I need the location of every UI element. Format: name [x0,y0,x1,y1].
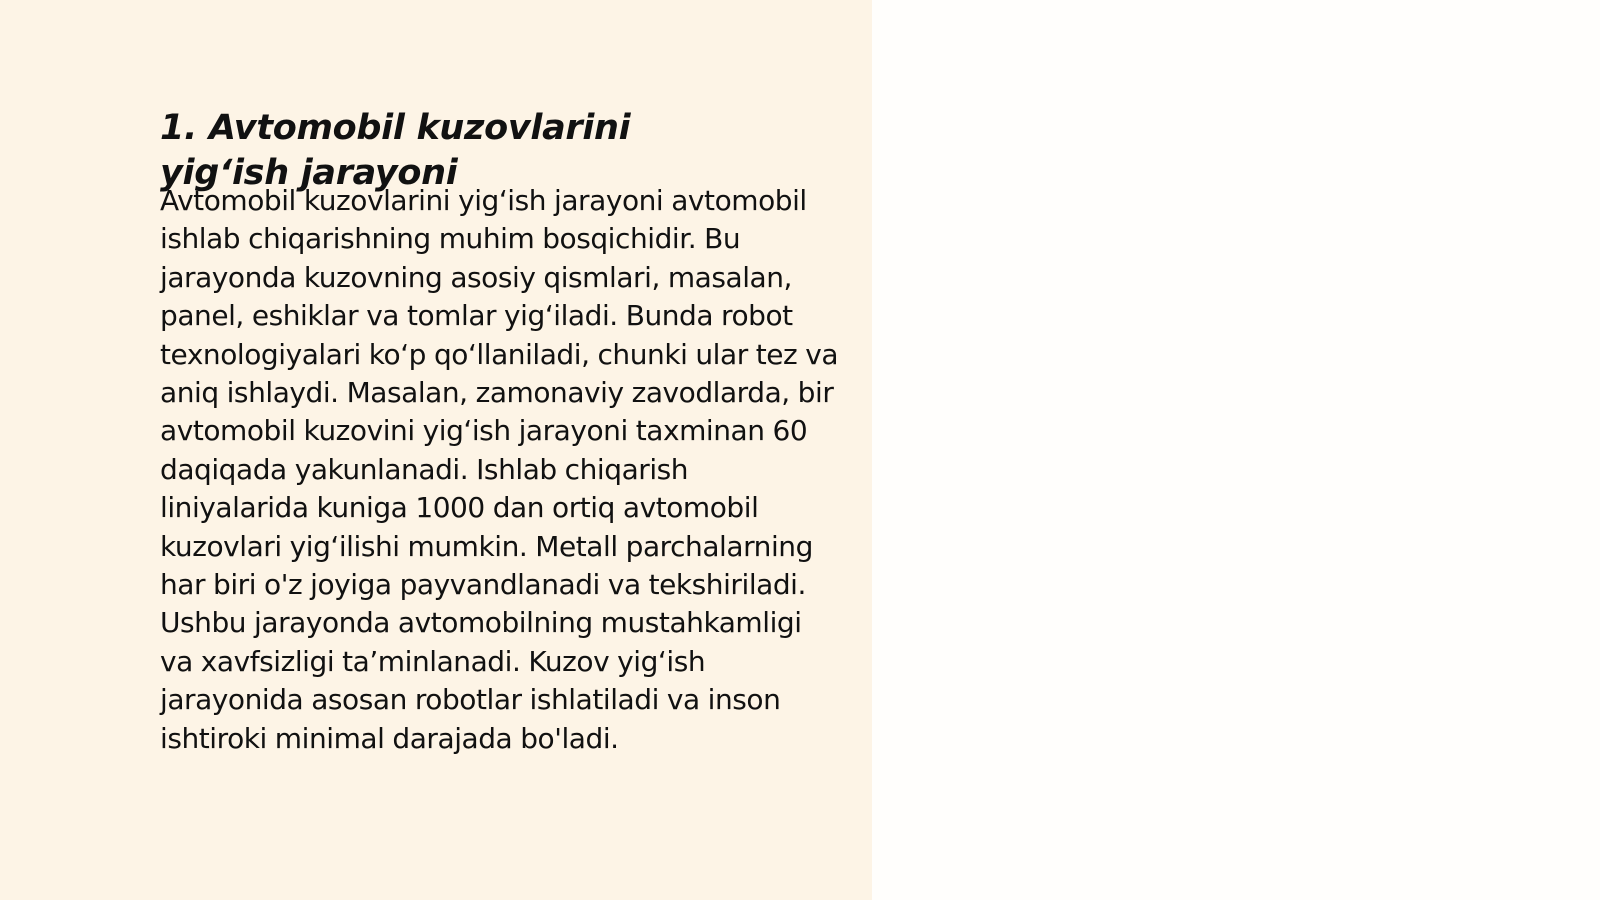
section-content [160,106,840,758]
blank-panel [872,0,1600,900]
section-title: 1. Avtomobil kuzovlarini yig‘ish jarayoni [160,108,631,193]
section-body: Avtomobil kuzovlarini yig‘ish jarayoni avtomobil ishlab chiqarishning muhim bosqichidir. Bu jarayonda kuzovning asosiy qismlari, masalan, panel, eshiklar va tomlar yig‘iladi. Bunda robot texnologiyalari ko‘p qo‘llaniladi, chunki ular tez va aniq ishlaydi. Masalan, zamonaviy zavodlarda, bir avtomobil kuzovini yig‘ish jarayoni taxminan 60 daqiqada yakunlanadi. Ishlab chiqarish liniyalarida kuniga 1000 dan ortiq avtomobil kuzovlari yig‘ilishi mumkin. Metall parchalarning har biri o'z joyiga payvandlanadi va tekshiriladi. Ushbu jarayonda avtomobilning mustahkamligi va xavfsizligi ta’minlanadi. Kuzov yig‘ish jarayonida asosan robotlar ishlatiladi va inson ishtiroki minimal darajada bo'ladi. [160,184,839,755]
